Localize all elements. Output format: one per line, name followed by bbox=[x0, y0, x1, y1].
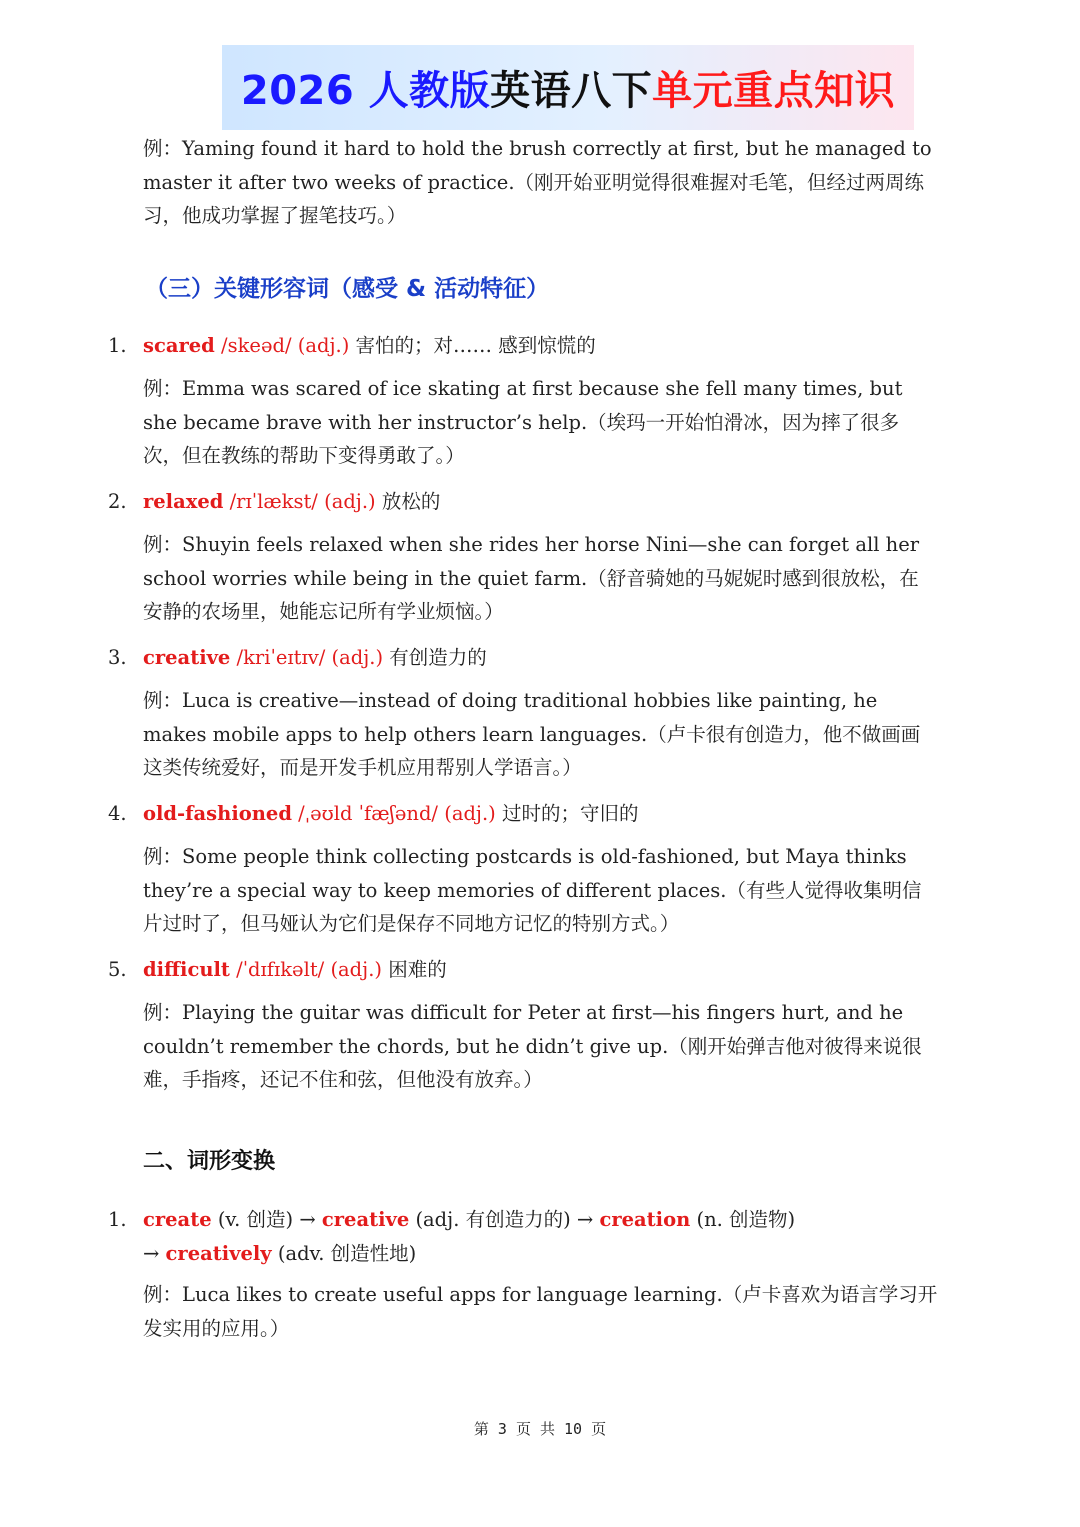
section-title-word-forms: 二、词形变换 bbox=[143, 1149, 276, 1174]
entry-pos: (adj.) bbox=[444, 802, 496, 825]
entry-meaning: 过时的；守旧的 bbox=[502, 802, 639, 825]
entry-number: 2. bbox=[108, 490, 127, 513]
entry-example bbox=[143, 996, 938, 1097]
entry-pos: (adj.) bbox=[330, 958, 383, 981]
example-text: Shuyin feels relaxed when she rides her horse Nini—she can forget all her school worries while being in the quiet farm.（舒音骑她的马妮妮时感到很放松，在安静的农场里，她能忘记所有学业烦恼。） bbox=[143, 533, 920, 623]
form-word-creatively: creatively bbox=[165, 1241, 272, 1265]
page-footer: 第 3 页 共 10 页 bbox=[473, 1420, 607, 1438]
entry-number: 3. bbox=[108, 646, 127, 669]
entry-pos: (adj.) bbox=[324, 490, 376, 513]
entry-example bbox=[143, 528, 938, 629]
form-gloss: (n. 创造物) bbox=[696, 1208, 796, 1231]
entry-pos: (adj.) bbox=[297, 334, 350, 357]
arrow-icon: → bbox=[576, 1208, 594, 1231]
form-gloss: (v. 创造) bbox=[217, 1208, 294, 1231]
arrow-icon: → bbox=[299, 1208, 316, 1231]
example-text: Some people think collecting postcards is old-fashioned, but Maya thinks they’re a special way to keep memories of different places.（有些人觉得收集明信片过时了，但马娅认为它们是保存不同地方记忆的特别方式。） bbox=[143, 845, 922, 935]
word-form-example bbox=[143, 1278, 938, 1345]
form-gloss: (adj. 有创造力的) bbox=[415, 1208, 571, 1231]
entry-meaning: 困难的 bbox=[388, 958, 447, 981]
vocab-entry bbox=[108, 331, 938, 361]
vocab-entry bbox=[108, 955, 938, 985]
intro-example bbox=[143, 132, 938, 233]
entry-meaning: 害怕的；对…… 感到惊慌的 bbox=[355, 334, 596, 357]
entry-word: scared bbox=[143, 334, 215, 357]
entry-example bbox=[143, 372, 938, 473]
header-banner bbox=[222, 45, 914, 130]
example-text: Luca likes to create useful apps for language learning.（卢卡喜欢为语言学习开发实用的应用。） bbox=[143, 1283, 938, 1340]
entry-example bbox=[143, 684, 938, 785]
banner-title-part2: 英语八下 bbox=[490, 68, 653, 114]
form-word-creative: creative bbox=[321, 1208, 410, 1231]
entry-word: old-fashioned bbox=[143, 802, 292, 825]
form-gloss: (adv. 创造性地) bbox=[277, 1241, 417, 1265]
example-label: 例： bbox=[143, 1283, 183, 1306]
arrow-icon: → bbox=[143, 1241, 160, 1265]
example-label: 例： bbox=[143, 377, 183, 400]
vocab-entry bbox=[108, 643, 938, 673]
entry-number: 5. bbox=[108, 958, 127, 981]
entry-word: difficult bbox=[143, 958, 230, 981]
banner-title-part3: 单元重点知识 bbox=[652, 68, 896, 114]
example-label: 例： bbox=[143, 533, 183, 556]
entry-pos: (adj.) bbox=[331, 646, 384, 669]
example-text: Luca is creative—instead of doing traditional hobbies like painting, he makes mobile apps to help others learn languages.（卢卡很有创造力，他不做画画这类传统爱好，而是开发手机应用帮别人学语言。） bbox=[143, 689, 921, 779]
entry-phonetic: /ˌəʊld ˈfæʃənd/ bbox=[298, 802, 439, 825]
entry-meaning: 有创造力的 bbox=[389, 646, 487, 669]
example-label: 例： bbox=[143, 1001, 183, 1024]
example-label: 例： bbox=[143, 689, 183, 712]
entry-phonetic: /kriˈeɪtɪv/ bbox=[236, 646, 326, 669]
vocab-entry bbox=[108, 799, 938, 829]
word-form-entry bbox=[108, 1203, 938, 1270]
banner-title-part1: 2026 人教版 bbox=[240, 68, 491, 114]
example-text: Yaming found it hard to hold the brush correctly at first, but he managed to master it after two weeks of practice.（刚开始亚明觉得很难握对毛笔，但经过两周练习，他成功掌握了握笔技巧。） bbox=[143, 137, 932, 227]
vocab-entry bbox=[108, 487, 938, 517]
entry-number: 1. bbox=[108, 334, 127, 357]
entry-meaning: 放松的 bbox=[381, 490, 441, 513]
entry-phonetic: /rɪˈlækst/ bbox=[229, 490, 318, 513]
entry-phonetic: /skeəd/ bbox=[221, 334, 292, 357]
example-text: Emma was scared of ice skating at first because she fell many times, but she became brave with her instructor’s help.（埃玛一开始怕滑冰，因为摔了很多次，但在教练的帮助下变得勇敢了。） bbox=[143, 377, 903, 467]
example-text: Playing the guitar was difficult for Peter at first—his fingers hurt, and he couldn’t remember the chords, but he didn’t give up.（刚开始弹吉他对彼得来说很难，手指疼，还记不住和弦，但他没有放弃。） bbox=[143, 1001, 922, 1091]
example-label: 例： bbox=[143, 845, 183, 868]
section-title-adjectives: （三）关键形容词（感受 & 活动特征） bbox=[145, 276, 550, 302]
entry-word: relaxed bbox=[143, 490, 224, 513]
entry-word: creative bbox=[143, 646, 231, 669]
form-word-creation: creation bbox=[599, 1208, 691, 1231]
entry-number: 1. bbox=[108, 1208, 127, 1231]
form-word-create: create bbox=[143, 1208, 212, 1231]
entry-number: 4. bbox=[108, 802, 127, 825]
entry-example bbox=[143, 840, 938, 941]
example-label: 例： bbox=[143, 137, 183, 160]
entry-phonetic: /ˈdɪfɪkəlt/ bbox=[236, 958, 325, 981]
